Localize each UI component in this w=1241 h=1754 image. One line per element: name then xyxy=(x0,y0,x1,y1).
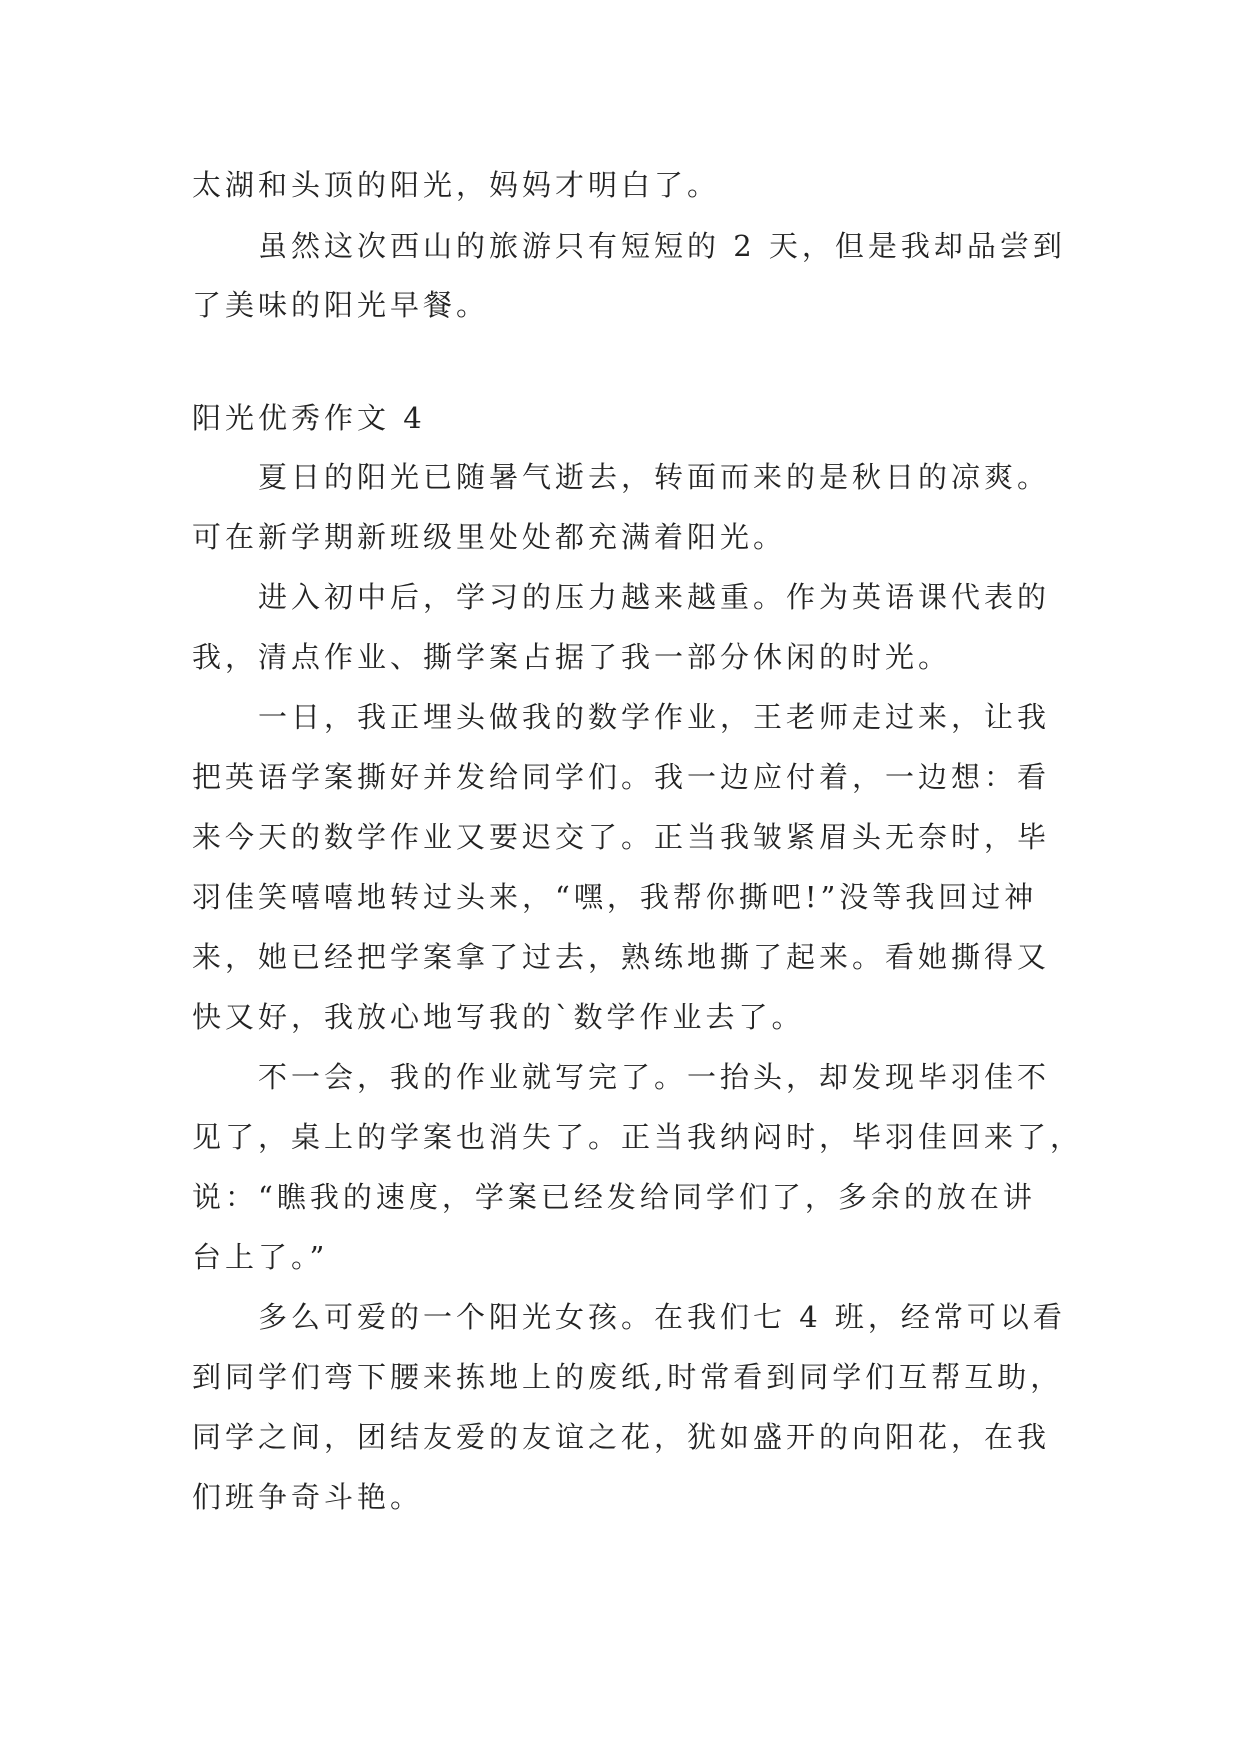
text-line: 同学之间，团结友爱的友谊之花，犹如盛开的向阳花，在我 xyxy=(192,1420,1051,1454)
text-line: 台上了。” xyxy=(192,1240,329,1274)
text-line: 了美味的阳光早餐。 xyxy=(192,288,490,322)
text-line: 夏日的阳光已随暑气逝去，转面而来的是秋日的凉爽。 xyxy=(258,460,1051,494)
text-line: 到同学们弯下腰来拣地上的废纸,时常看到同学们互帮互助， xyxy=(192,1360,1064,1394)
text-line: 可在新学期新班级里处处都充满着阳光。 xyxy=(192,520,787,554)
text-line: 来，她已经把学案拿了过去，熟练地撕了起来。看她撕得又 xyxy=(192,940,1051,974)
text-line: 来今天的数学作业又要迟交了。正当我皱紧眉头无奈时，毕 xyxy=(192,820,1051,854)
text-line: 多么可爱的一个阳光女孩。在我们七 4 班，经常可以看 xyxy=(258,1300,1066,1334)
text-line: 虽然这次西山的旅游只有短短的 2 天，但是我却品尝到 xyxy=(258,229,1066,263)
text-line: 进入初中后，学习的压力越来越重。作为英语课代表的 xyxy=(258,580,1051,614)
text-line: 不一会，我的作业就写完了。一抬头，却发现毕羽佳不 xyxy=(258,1060,1051,1094)
text-line: 太湖和头顶的阳光，妈妈才明白了。 xyxy=(192,168,721,202)
text-line: 见了，桌上的学案也消失了。正当我纳闷时，毕羽佳回来了， xyxy=(192,1120,1084,1154)
text-line: 把英语学案撕好并发给同学们。我一边应付着，一边想：看 xyxy=(192,760,1051,794)
text-line: 一日，我正埋头做我的数学作业，王老师走过来，让我 xyxy=(258,700,1051,734)
text-line: 快又好，我放心地写我的`数学作业去了。 xyxy=(192,1000,805,1034)
text-line: 说：“瞧我的速度，学案已经发给同学们了，多余的放在讲 xyxy=(192,1180,1036,1214)
text-line: 我，清点作业、撕学案占据了我一部分休闲的时光。 xyxy=(192,640,952,674)
text-line: 们班争奇斗艳。 xyxy=(192,1480,424,1514)
text-line: 羽佳笑嘻嘻地转过头来，“嘿，我帮你撕吧!”没等我回过神 xyxy=(192,880,1038,914)
section-heading: 阳光优秀作文 4 xyxy=(192,401,426,435)
